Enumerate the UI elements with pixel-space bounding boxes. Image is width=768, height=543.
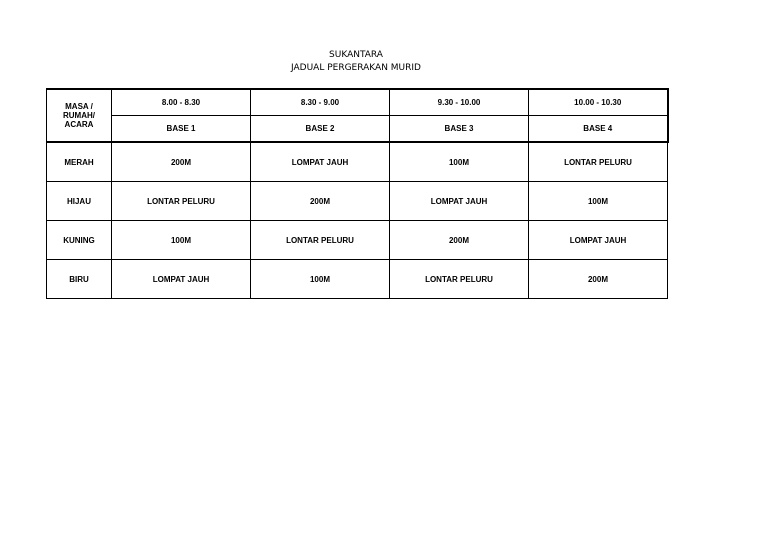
- table-row: [47, 182, 668, 221]
- event-cell: 100M: [112, 221, 251, 260]
- event-cell: LONTAR PELURU: [112, 182, 251, 221]
- document-title: SUKANTARA: [329, 50, 383, 60]
- time-header-row: [47, 89, 668, 116]
- base-4: BASE 4: [529, 116, 668, 143]
- time-slot-3: 9.30 - 10.00: [390, 89, 529, 116]
- house-name: HIJAU: [47, 182, 112, 221]
- event-cell: 100M: [390, 142, 529, 182]
- document-subtitle: JADUAL PERGERAKAN MURID: [291, 63, 421, 73]
- event-cell: 200M: [390, 221, 529, 260]
- table-row: [47, 221, 668, 260]
- base-2: BASE 2: [251, 116, 390, 143]
- document-title-block: [0, 49, 712, 75]
- base-header-row: [47, 116, 668, 143]
- event-cell: 100M: [529, 182, 668, 221]
- event-cell: 200M: [112, 142, 251, 182]
- time-slot-4: 10.00 - 10.30: [529, 89, 668, 116]
- event-cell: LOMPAT JAUH: [251, 142, 390, 182]
- corner-header: MASA / RUMAH/ ACARA: [47, 89, 112, 142]
- time-slot-2: 8.30 - 9.00: [251, 89, 390, 116]
- house-name: BIRU: [47, 260, 112, 299]
- event-cell: 200M: [529, 260, 668, 299]
- time-slot-1: 8.00 - 8.30: [112, 89, 251, 116]
- house-name: MERAH: [47, 142, 112, 182]
- event-cell: 100M: [251, 260, 390, 299]
- event-cell: LOMPAT JAUH: [529, 221, 668, 260]
- table-row: [47, 142, 668, 182]
- event-cell: LOMPAT JAUH: [390, 182, 529, 221]
- event-cell: LONTAR PELURU: [251, 221, 390, 260]
- event-cell: 200M: [251, 182, 390, 221]
- base-1: BASE 1: [112, 116, 251, 143]
- event-cell: LONTAR PELURU: [529, 142, 668, 182]
- house-name: KUNING: [47, 221, 112, 260]
- table-row: [47, 260, 668, 299]
- base-3: BASE 3: [390, 116, 529, 143]
- event-cell: LONTAR PELURU: [390, 260, 529, 299]
- event-cell: LOMPAT JAUH: [112, 260, 251, 299]
- schedule-table: [46, 88, 669, 299]
